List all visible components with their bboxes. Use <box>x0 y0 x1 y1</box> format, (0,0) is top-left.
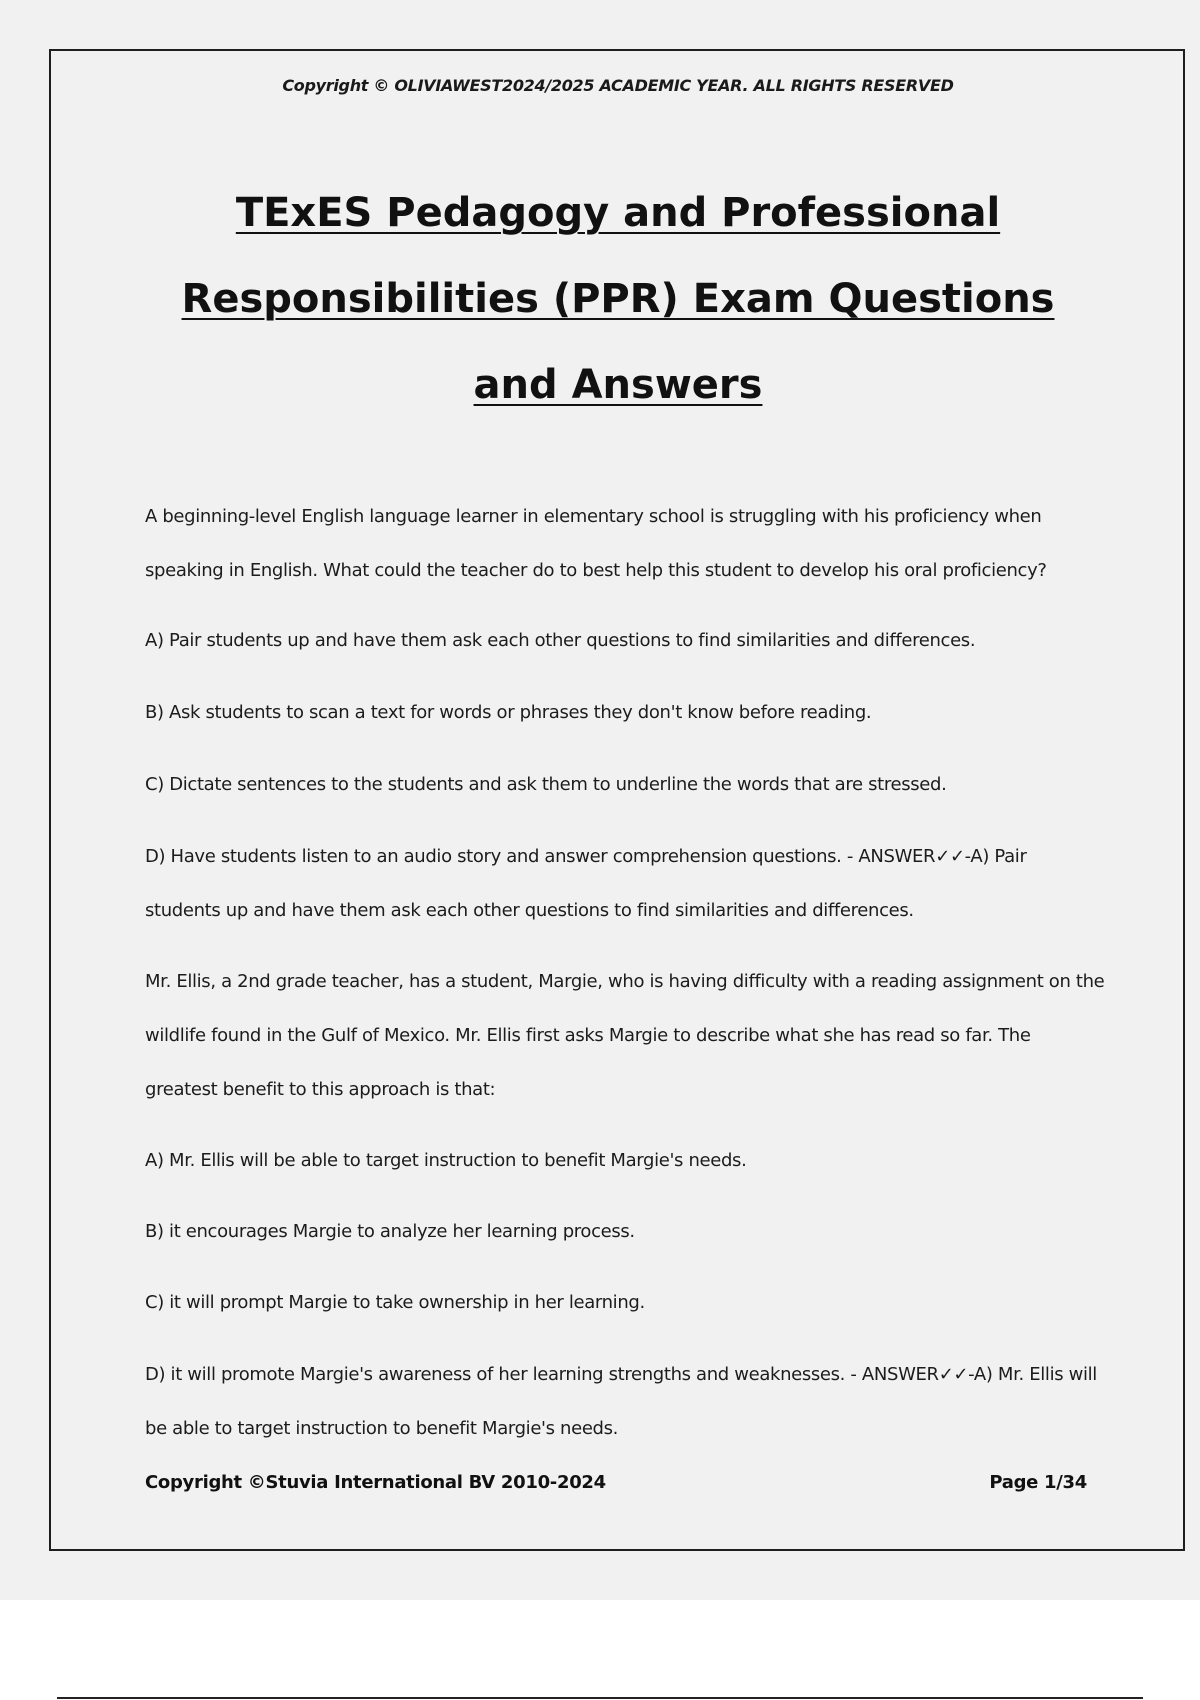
document-body <box>145 490 1105 1456</box>
document-title <box>140 170 1096 428</box>
question-2-stem: Mr. Ellis, a 2nd grade teacher, has a student, Margie, who is having difficulty with a reading assignment on the wildlife found in the Gulf of Mexico. Mr. Ellis first asks Margie to describe what she has read so far. The greatest benefit to this approach is that: <box>145 971 1105 1100</box>
question-2-option-d-answer: D) it will promote Margie's awareness of her learning strengths and weaknesses. - ANSWER✓✓-A) Mr. Ellis will be able to target instruction to benefit Margie's needs. <box>145 1364 1097 1439</box>
page-number: Page 1/34 <box>989 1472 1087 1493</box>
question-1-option-d-answer: D) Have students listen to an audio story and answer comprehension questions. - ANSWER✓✓-A) Pair students up and have them ask each other questions to find similarities and differences. <box>145 846 1027 921</box>
next-page-top-rule <box>57 1697 1143 1699</box>
question-2-option-b: B) it encourages Margie to analyze her learning process. <box>145 1221 635 1242</box>
question-1-option-c: C) Dictate sentences to the students and ask them to underline the words that are stressed. <box>145 774 947 795</box>
question-1-option-b: B) Ask students to scan a text for words or phrases they don't know before reading. <box>145 702 872 723</box>
title-line-1: TExES Pedagogy and Professional <box>235 190 1001 236</box>
header-copyright: Copyright © OLIVIAWEST2024/2025 ACADEMIC YEAR. ALL RIGHTS RESERVED <box>282 76 954 95</box>
question-1-stem: A beginning-level English language learner in elementary school is struggling with his proficiency when speaking in English. What could the teacher do to best help this student to develop his oral proficiency? <box>145 506 1047 581</box>
title-line-2: Responsibilities (PPR) Exam Questions <box>181 276 1055 322</box>
question-1-option-a: A) Pair students up and have them ask each other questions to find similarities and differences. <box>145 630 976 651</box>
footer-copyright: Copyright ©Stuvia International BV 2010-2024 <box>145 1472 606 1493</box>
title-line-3: and Answers <box>473 362 763 408</box>
question-2-option-c: C) it will prompt Margie to take ownership in her learning. <box>145 1292 645 1313</box>
question-2-option-a: A) Mr. Ellis will be able to target instruction to benefit Margie's needs. <box>145 1150 747 1171</box>
